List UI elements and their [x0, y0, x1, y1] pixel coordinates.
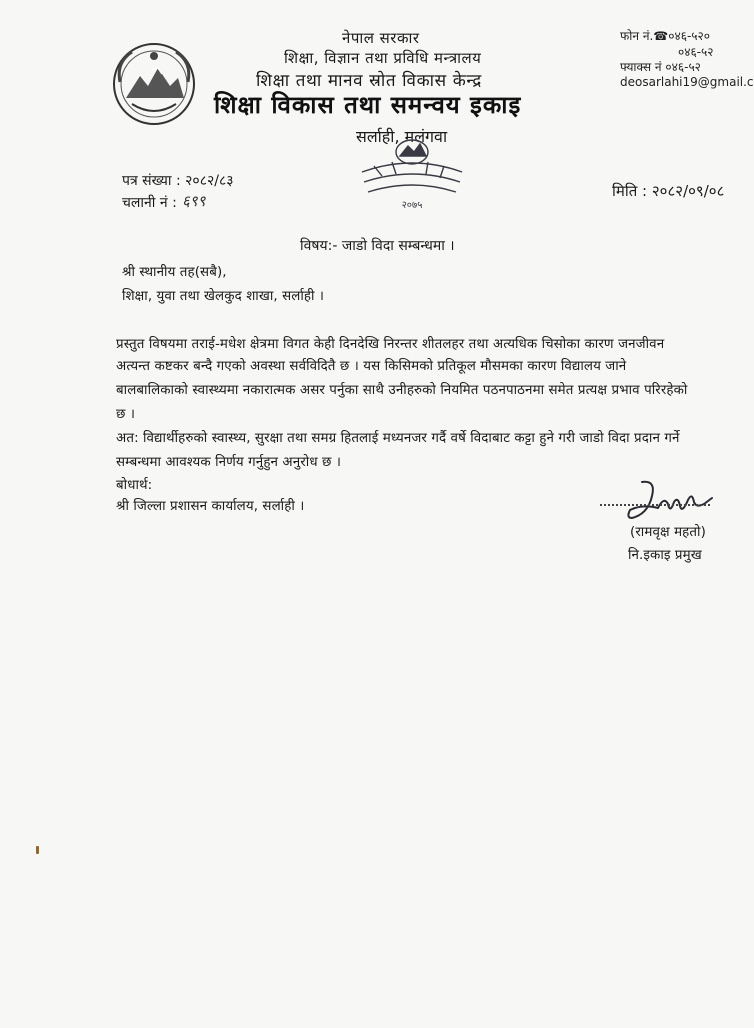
body-line: सम्बन्धमा आवश्यक निर्णय गर्नुहुन अनुरोध छ ।	[116, 455, 342, 470]
phone-number-2: ०४६-५२	[678, 45, 714, 59]
body-line: छ ।	[116, 407, 136, 422]
office-stamp	[352, 136, 472, 214]
recipient-line-1: श्री स्थानीय तह(सबै),	[122, 265, 227, 280]
stamp-year: २०७५	[401, 200, 423, 211]
dispatch-number: ६९९	[182, 192, 206, 210]
cc-label: बोधार्थ:	[116, 478, 153, 493]
subject-line: विषय:- जाडो विदा सम्बन्धमा ।	[300, 238, 455, 254]
body-line: अत्यन्त कष्टकर बन्दै गएको अवस्था सर्वविदितै छ । यस किसिमको प्रतिकूल मौसमका कारण विद्यालय जाने	[116, 359, 627, 374]
body-line: प्रस्तुत विषयमा तराई-मधेश क्षेत्रमा विगत केही दिनदेखि निरन्तर शीतलहर तथा अत्यधिक चिसोका कारण जनजीवन	[116, 337, 665, 352]
signatory-name: (रामवृक्ष महतो)	[630, 525, 706, 540]
recipient-line-2: शिक्षा, युवा तथा खेलकुद शाखा, सर्लाही ।	[122, 289, 325, 304]
cc-recipient: श्री जिल्ला प्रशासन कार्यालय, सर्लाही ।	[116, 499, 305, 514]
body-line: अत: विद्यार्थीहरुको स्वास्थ्य, सुरक्षा तथा समग्र हितलाई मध्यनजर गर्दै वर्षे विदाबाट कट्टा हुने गरी जाडो विदा प्रदान गर्ने	[116, 431, 680, 446]
letter-date: मिति : २०८२/०९/०८	[612, 182, 725, 200]
phone-number: फोन नं.☎०४६-५२०	[620, 29, 711, 43]
fax-number: फ्याक्स नं ०४६-५२	[620, 60, 701, 74]
letter-number: पत्र संख्या : २०८२/८३	[122, 173, 234, 189]
office-location: सर्लाही, मलंगवा	[356, 127, 448, 146]
email-address: deosarlahi19@gmail.c	[620, 75, 754, 89]
nepal-emblem-logo	[112, 42, 196, 126]
ministry-line: शिक्षा, विज्ञान तथा प्रविधि मन्त्रालय	[284, 49, 482, 67]
paper-mark	[36, 846, 39, 854]
government-line: नेपाल सरकार	[342, 29, 420, 47]
body-line: बालबालिकाको स्वास्थ्यमा नकारात्मक असर पर्नुका साथै उनीहरुको नियमित पठनपाठनमा समेत प्रत्यक्ष प्रभाव परिरहेको	[116, 383, 688, 398]
office-title: शिक्षा विकास तथा समन्वय इकाइ	[214, 91, 522, 119]
signatory-title: नि.इकाइ प्रमुख	[628, 548, 702, 563]
signature-line	[600, 504, 710, 506]
dispatch-label: चलानी नं :	[122, 195, 177, 211]
centre-line: शिक्षा तथा मानव स्रोत विकास केन्द्र	[256, 71, 482, 91]
